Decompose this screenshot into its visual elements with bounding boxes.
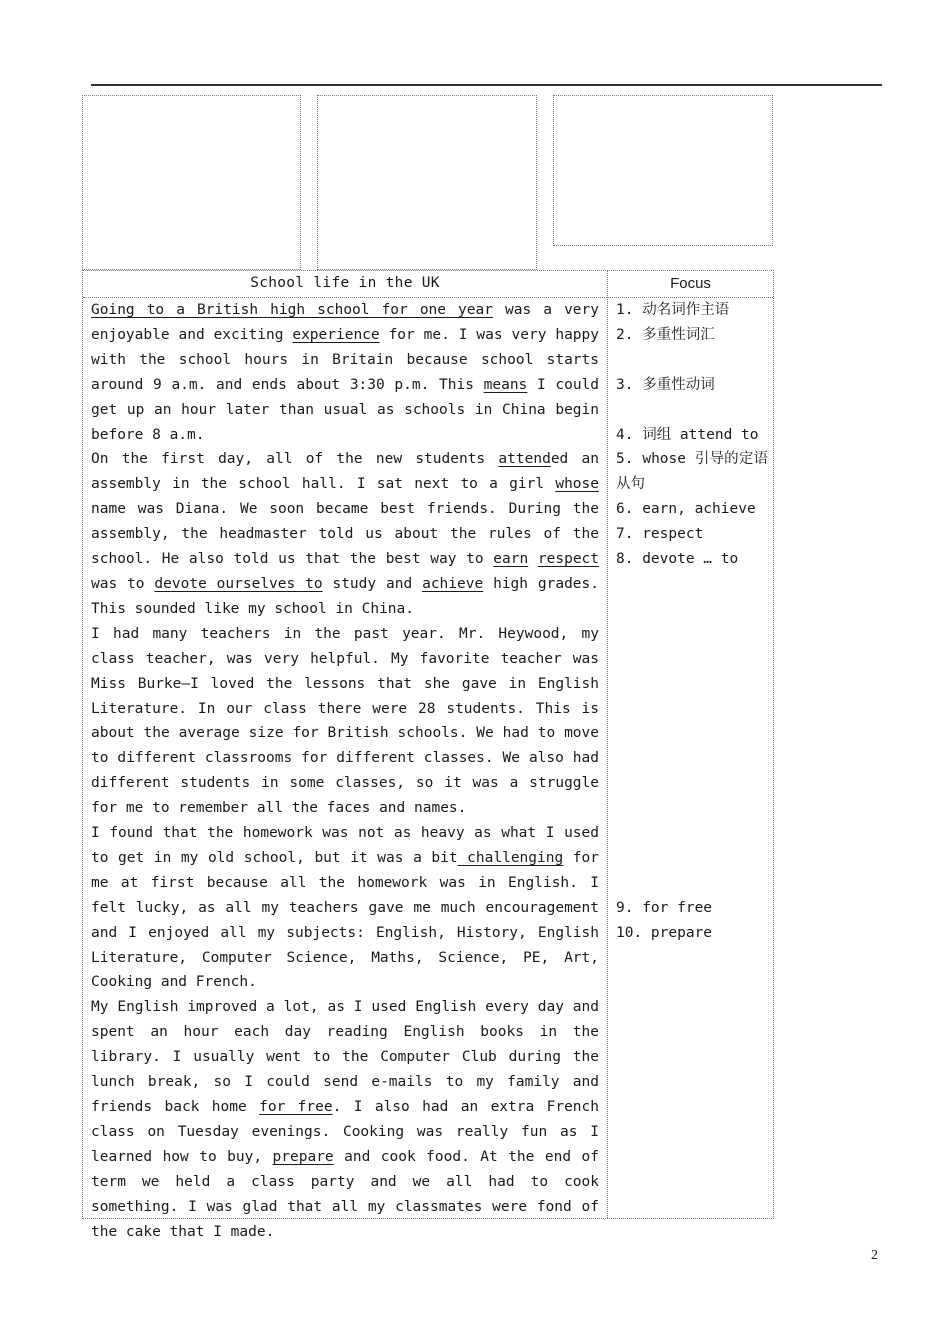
underlined-term: respect [537,551,600,568]
lesson-table [82,270,774,1240]
underlined-term: attend [498,451,551,468]
focus-item: 9. for free [616,899,713,916]
text-run: was a very enjoyable and exciting [91,302,599,343]
paragraph-3 [91,622,599,821]
underlined-term: means [483,376,528,393]
image-frame-3 [553,95,773,246]
focus-item: 1. 动名词作主语 [616,302,730,318]
text-run: high grades. This sounded like my school in China. [91,575,599,617]
focus-item: 10. prepare [616,924,713,941]
focus-item: 3. 多重性动词 [616,376,715,393]
focus-item: 8. devote … to [616,551,739,568]
underlined-term: prepare [272,1148,334,1165]
column-divider [607,271,608,1218]
text-run: name was Diana. We soon became best friends. During the assembly, the headmaster told us about the rules of the school. He also told us that the best way to [91,501,599,568]
passage-title: School life in the UK [250,275,440,291]
underlined-term: for free [259,1099,333,1115]
reading-passage [91,298,599,1244]
focus-item: 2. 多重性词汇 [616,326,715,343]
text-run: for me. I was very happy with the school hours in Britain because school starts around 9 a.m. and ends about 3:30 p.m. This [91,326,599,393]
text-run [528,551,538,567]
paragraph-4 [91,821,599,995]
text-run: study and [322,575,423,592]
page-number: 2 [871,1248,878,1263]
paragraph-1 [91,298,599,447]
text-run: ed an assembly in the school hall. I sat next to a girl [91,451,599,493]
underlined-term: earn [493,551,529,568]
focus-spacer [616,398,768,423]
underlined-term: whose [555,476,599,493]
focus-item: 6. earn, achieve [616,501,756,518]
text-run: . I also had an extra French class on Tuesday evenings. Cooking was really fun as I learned how to buy, [91,1099,599,1165]
focus-item: 4. 词组 attend to [616,426,759,443]
focus-notes [616,298,768,945]
focus-spacer [616,348,768,373]
underlined-term: devote ourselves to [154,575,323,592]
focus-item: 7. respect [616,526,704,543]
paragraph-5 [91,995,599,1244]
text-run: On the first day, all of the new students [91,451,499,468]
underlined-term: Going to a British high school for one year [91,302,493,318]
top-rule [91,84,882,86]
text-run: was to [91,575,155,592]
text-run: My English improved a lot, as I used English every day and spent an hour each day reading English books in the library. I usually went to the Computer Club during the lunch break, so I could send e-mails to my family and friends back home [91,999,599,1115]
text-run: and cook food. At the end of term we held a class party and we all had to cook something. I was glad that all my classmates were fond of the cake that I made. [91,1148,599,1240]
text-run: I had many teachers in the past year. Mr. Heywood, my class teacher, was very helpful. My favorite teacher was Miss Burke—I loved the lessons that she gave in English Literature. In our class there were 28 students. This is about the average size for British schools. We had to move to different classrooms for different classes. We also had different students in some classes, so it was a struggle for me to remember all the faces and names. [91,625,599,817]
underlined-term: challenging [457,849,564,866]
text-run: for me at first because all the homework was in English. I felt lucky, as all my teachers gave me much encouragement and I enjoyed all my subjects: English, History, English Literature, Computer Science, Maths, Science, PE, Art, Cooking and French. [91,849,599,991]
paragraph-2 [91,447,599,621]
image-frame-2 [317,95,537,270]
focus-header: Focus [670,275,711,292]
focus-spacer [616,572,768,896]
text-run: I could get up an hour later than usual as schools in China begin before 8 a.m. [91,376,600,443]
focus-item: 5. whose 引导的定语从句 [616,451,768,493]
image-frame-1 [82,95,301,270]
text-run: I found that the homework was not as heavy as what I used to get in my old school, but it was a bit [91,825,599,866]
underlined-term: achieve [422,575,484,592]
underlined-term: experience [292,326,380,343]
